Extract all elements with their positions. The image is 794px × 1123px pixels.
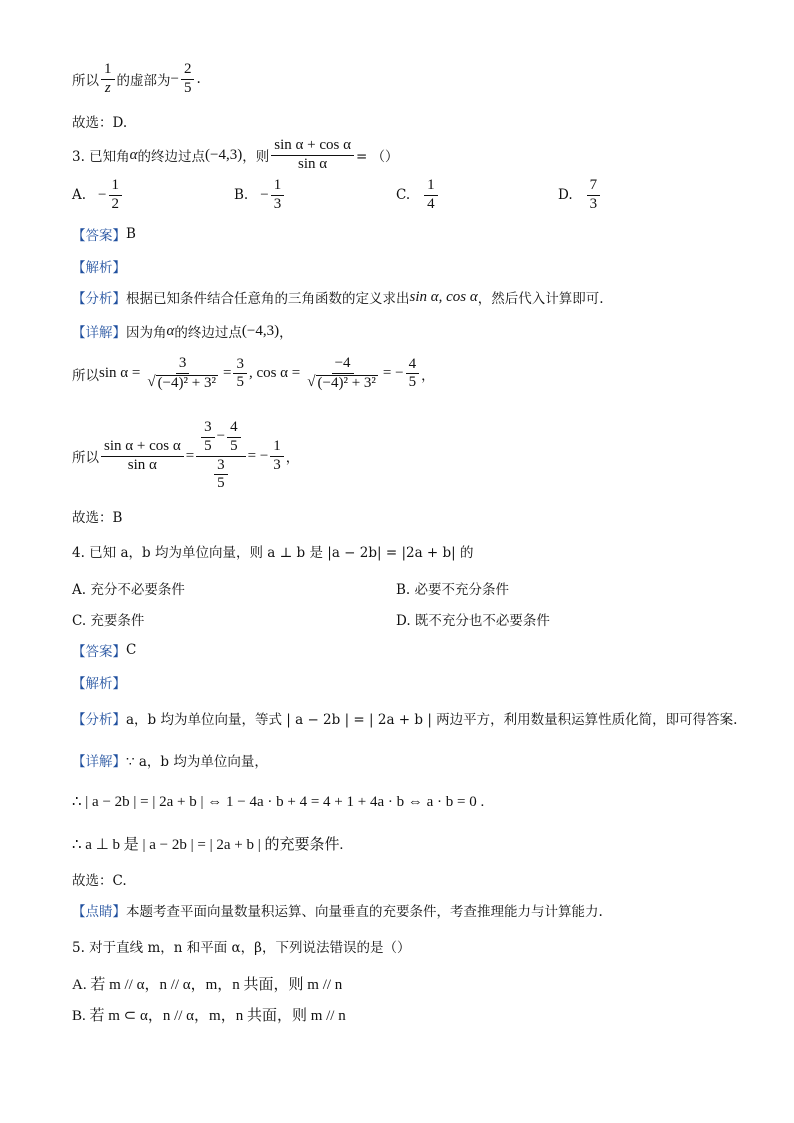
denominator: 4 — [427, 195, 435, 212]
text: ， — [421, 367, 435, 384]
denominator: 3 — [589, 195, 598, 212]
option-fraction — [109, 178, 123, 213]
text: ，则 — [242, 149, 270, 166]
fenxi-text: a，b 均为单位向量，等式 | a − 2b | = | 2a + b | 两边平方，利用数量积运算性质化简，即可得答案. — [126, 712, 738, 728]
denominator: 5 — [236, 374, 244, 391]
numerator: 4 — [227, 420, 241, 438]
q4-step2 — [72, 833, 343, 854]
q4-option-a — [72, 578, 185, 598]
xiangjie-tag: 【详解】 — [72, 325, 126, 341]
q4-fenxi — [72, 708, 737, 728]
q4-choose — [72, 869, 127, 889]
q3-answer — [72, 224, 136, 244]
alpha-symbol: α — [166, 322, 175, 339]
denominator: 3 — [273, 456, 281, 473]
q4-stem — [72, 541, 474, 561]
denominator: √ (−4)² + 3² — [147, 374, 216, 391]
numerator: 3 — [214, 458, 228, 476]
sin-label: sin α = — [99, 365, 141, 382]
choose-text: 故选：C. — [72, 873, 127, 889]
option-text: B. 必要不充分条件 — [396, 582, 510, 598]
option-label: A. — [72, 187, 87, 204]
numerator: sin α + cos α — [271, 138, 354, 156]
fraction-result — [181, 62, 195, 97]
q4-dianjing — [72, 900, 603, 920]
text: 的虚部为 — [116, 73, 171, 90]
text: 因为角 — [126, 325, 167, 341]
frac-3-5 — [214, 458, 228, 493]
sin-fraction — [144, 356, 221, 392]
text: = （） — [355, 149, 399, 166]
sign: − — [98, 186, 107, 203]
option-label: C. — [396, 187, 411, 204]
q4-option-b — [396, 578, 509, 598]
denominator: 5 — [408, 374, 417, 391]
numerator: 3 — [233, 357, 247, 375]
q3-fenxi — [72, 287, 604, 307]
q4-option-d — [396, 609, 550, 629]
equals: = − — [247, 447, 269, 464]
option-text: B. 若 m ⊂ α，n // α，m，n 共面，则 m // n — [72, 1008, 346, 1024]
period: . — [196, 71, 201, 88]
denominator: sin α — [127, 456, 157, 473]
q3-xiangjie — [72, 321, 293, 341]
minus: − — [216, 428, 226, 445]
text: ， — [279, 325, 293, 341]
q4-option-c — [72, 609, 144, 629]
answer-tag: 【答案】 — [72, 228, 126, 244]
text: 的终边过点 — [137, 149, 206, 166]
point: (−4,3) — [241, 322, 280, 339]
q5-option-b — [72, 1004, 346, 1025]
sign: − — [260, 186, 269, 203]
text: 所以 — [72, 367, 99, 384]
step2-text: ∴ a ⊥ b 是 | a − 2b | = | 2a + b | 的充要条件. — [72, 837, 344, 853]
q3-option-c — [396, 178, 440, 213]
answer-tag: 【答案】 — [72, 644, 126, 660]
step1-text: ∴ | a − 2b | = | 2a + b | ⇔ 1 − 4a · b + 4 = 4 + 1 + 4a · b ⇔ a · b = 0 . — [72, 794, 485, 810]
text: 3. 已知角 — [72, 149, 130, 166]
q5-option-a — [72, 973, 342, 994]
option-label: D. — [558, 187, 573, 204]
text: 所以 — [72, 450, 99, 466]
answer-value: B — [126, 226, 136, 242]
solution-line-imaginary-part — [72, 62, 201, 97]
text: 所以 — [72, 73, 99, 90]
q4-xiangjie — [72, 750, 268, 770]
numerator: −4 — [332, 356, 354, 374]
q4-stem-text: 4. 已知 a，b 均为单位向量，则 a ⊥ b 是 |a − 2b| = |2a + b| 的 — [72, 545, 474, 561]
choose-text: 故选：B — [72, 510, 123, 526]
q3-sin-cos-line — [72, 356, 435, 392]
q5-stem — [72, 936, 410, 956]
option-fraction — [424, 178, 438, 213]
numerator: 3 — [201, 420, 215, 438]
option-text: A. 充分不必要条件 — [72, 582, 185, 598]
fenxi-text: 根据已知条件结合任意角的三角函数的定义求出 — [126, 291, 410, 307]
frac-3-5 — [201, 420, 215, 455]
point: (−4,3) — [205, 146, 243, 163]
q3-choose — [72, 506, 122, 526]
numerator: 2 — [181, 62, 195, 80]
numerator: 1 — [101, 62, 115, 80]
q5-stem-text: 5. 对于直线 m，n 和平面 α，β，下列说法错误的是（） — [72, 940, 411, 956]
text: 的终边过点 — [174, 325, 242, 341]
fenxi-math: sin α, cos α — [409, 288, 478, 305]
denominator: 5 — [217, 475, 225, 492]
xiangjie-tag: 【详解】 — [72, 754, 126, 770]
equals: = − — [382, 365, 404, 382]
numerator: 1 — [109, 178, 123, 196]
frac-4-5 — [227, 420, 241, 455]
q3-analysis — [72, 256, 126, 276]
numerator: 1 — [271, 178, 285, 196]
equals: = — [222, 365, 232, 382]
denominator: 5 — [183, 79, 192, 96]
numerator: 1 — [424, 178, 438, 196]
denominator: 2 — [111, 195, 120, 212]
q3-option-d — [558, 178, 602, 213]
compound-fraction — [196, 420, 245, 492]
cos-result — [406, 357, 420, 392]
fraction-1-over-z — [101, 62, 115, 97]
q4-step1 — [72, 792, 484, 811]
analysis-tag: 【解析】 — [72, 676, 126, 692]
analysis-tag: 【解析】 — [72, 260, 126, 276]
radicand: (−4)² + 3² — [157, 374, 216, 391]
minus-sign: − — [170, 70, 179, 87]
denominator: 5 — [204, 437, 212, 454]
equals: = — [185, 447, 195, 464]
alpha-symbol: α — [129, 146, 138, 163]
choose-line — [72, 111, 127, 131]
dianjing-tag: 【点睛】 — [72, 904, 126, 920]
option-text: D. 既不充分也不必要条件 — [396, 613, 550, 629]
option-fraction — [587, 178, 601, 213]
q4-analysis — [72, 672, 126, 692]
denominator: sin α — [298, 155, 328, 172]
denominator: 5 — [230, 437, 238, 454]
dianjing-text: 本题考查平面向量数量积运算、向量垂直的充要条件，考查推理能力与计算能力. — [126, 904, 603, 920]
cos-fraction — [304, 356, 381, 392]
compound-numerator — [196, 420, 245, 457]
option-text: C. 充要条件 — [72, 613, 145, 629]
sin-result — [233, 357, 247, 392]
choose-text: 故选：D. — [72, 115, 128, 131]
compound-denominator — [209, 457, 233, 493]
numerator: 4 — [406, 357, 420, 375]
radicand: (−4)² + 3² — [317, 374, 376, 391]
q3-option-b — [234, 178, 286, 213]
fenxi-tag: 【分析】 — [72, 291, 126, 307]
option-fraction — [271, 178, 285, 213]
text: ， — [285, 450, 300, 466]
answer-value: C — [126, 642, 137, 658]
denominator: 3 — [273, 195, 282, 212]
expr-fraction — [101, 439, 184, 474]
numerator: 7 — [587, 178, 601, 196]
expr-fraction — [271, 138, 354, 173]
q3-option-a — [72, 178, 124, 213]
numerator: sin α + cos α — [101, 439, 184, 457]
q4-answer — [72, 640, 136, 660]
fenxi-text: ，然后代入计算即可. — [477, 291, 604, 307]
numerator: 1 — [270, 439, 284, 457]
option-text: A. 若 m // α，n // α，m，n 共面，则 m // n — [72, 977, 343, 993]
final-result — [270, 439, 284, 474]
numerator: 3 — [176, 356, 190, 374]
q3-stem — [72, 138, 399, 173]
denominator: z — [104, 79, 111, 96]
option-label: B. — [234, 187, 249, 204]
q3-result-line — [72, 420, 299, 492]
denominator: √ (−4)² + 3² — [307, 374, 376, 391]
cos-label: , cos α = — [248, 365, 301, 382]
xiangjie-text: ∵ a，b 均为单位向量， — [126, 754, 268, 770]
fenxi-tag: 【分析】 — [72, 712, 126, 728]
